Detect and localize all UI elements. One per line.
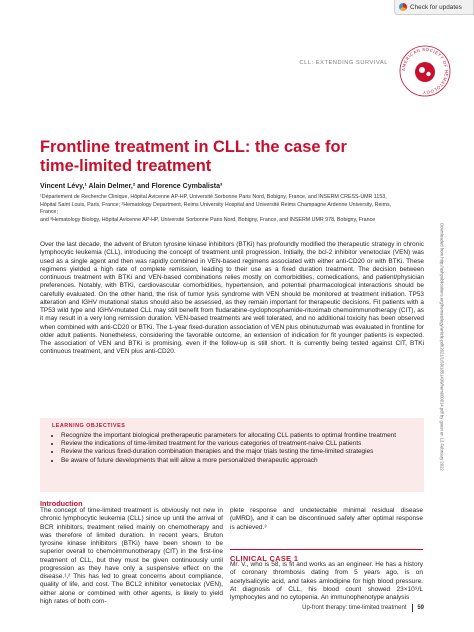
download-side-text: Downloaded from http://ashpublications.org/hematology/article-pdf/2021/1/59/1851439/hem000014.pdf by guest on 12 February 2022 (439, 223, 445, 471)
page-number: 59 (417, 605, 424, 611)
ash-seal-icon (398, 44, 452, 98)
check-for-updates-button[interactable] (394, 0, 474, 15)
ash-logo (398, 44, 452, 98)
section-label: CLL: EXTENDING SURVIVAL (299, 60, 388, 66)
affiliations (40, 194, 400, 224)
affiliation-line: ¹Département de Recherche Clinique, Hôpital Avicenne AP-HP, Université Sorbonne Paris Nord, Bobigny, France, and INSERM CRESS-UMR 1153, (40, 194, 387, 200)
ash-ring-text: AMERICAN SOCIETY OF HEMATOLOGY (400, 46, 450, 96)
affiliation-line: and ³Hematology Biology, Hôpital Avicenne AP-HP, Université Sorbonne Paris Nord, Bobigny, France, and INSERM UMR 978, Bobigny, France (40, 216, 376, 223)
clinical-case-text: Mr. V., who is 58, is fit and works as an engineer. He has a history of coronary thrombosis dating from 5 years ago, is on acetylsalicylic acid, and takes amlodipine for high blood pressure. At diagnosis of CLL, his blood count showed 23×10⁹/L lymphocytes and no cytopenia. An immunophenotype analysis (230, 561, 423, 601)
learning-objectives-heading: LEARNING OBJECTIVES (52, 423, 126, 429)
objective-item: • Review the indications of time-limited treatment for the various categories of treatment-naive CLL patients (61, 440, 414, 448)
right-column-continuation: plete response and undetectable minimal residual disease (uMRD), and it can be discontinued safely after optimal response is achieved.³ (230, 507, 423, 531)
running-title: Up-front therapy: time-limited treatment (302, 605, 407, 611)
learning-objectives-list (52, 432, 414, 465)
crossmark-icon (399, 3, 407, 11)
objective-item: • Review the various fixed-duration combination therapies and the major trials testing the time-limited strategies (61, 448, 414, 456)
objective-item: • Be aware of future developments that will allow a more personalized therapeutic approach (61, 457, 414, 465)
objective-item: • Recognize the important biological pretherapeutic parameters for allocating CLL patients to optimal frontline treatment (61, 432, 414, 440)
page-footer (302, 604, 424, 612)
footer-divider (412, 604, 413, 612)
introduction-heading: Introduction (40, 499, 83, 508)
article-title: Frontline treatment in CLL: the case for time-limited treatment (40, 138, 347, 175)
download-side-note (437, 182, 447, 512)
clinical-case-heading: CLINICAL CASE 1 (230, 549, 423, 563)
learning-objectives-box (40, 418, 424, 492)
abstract: Over the last decade, the advent of Bruton tyrosine kinase inhibitors (BTKi) has profoundly modified the therapeutic strategy in chronic lymphocytic leukemia (CLL), introducing the concept of treatment until progression. Initially, the bcl-2 inhibitor venetoclax (VEN) was used as a single agent and then was rapidly combined in VEN-based regimens associated with either anti-CD20 or with BTKi. These regimens yielded a high rate of complete remission, leading to their use as a fixed duration treatment. The decision between continuous treatment with BTKi and VEN-based combinations relies mostly on comorbidities, comedications, and patient/physician preferences. Notably, with BTKi, cardiovascular comorbidities, hypertension, and potential pharmacological interactions should be carefully evaluated. On the other hand, the risk of tumor lysis syndrome with VEN should be monitored at treatment initiation. TP53 alteration and IGHV mutational status should also be assessed, as they remain important for therapeutic decisions. Fit patients with a TP53 wild type and IGHV-mutated CLL may still benefit from fludarabine-cyclophosphamide-rituximab chemoimmunotherapy (CIT), as it may result in a very long remission duration. VEN-based treatments are well tolerated, and no additional toxicity has been observed when combined with anti-CD20 or BTKi. The 1-year fixed-duration association of VEN plus obinutuzumab was evaluated in frontline for older adult patients. Nonetheless, considering the favorable outcome, an extension of indication for fit younger patients is expected. The association of VEN and BTKi is promising, even if the follow-up is still short. It is currently being tested against CIT, BTKi continuous treatment, and VEN plus anti-CD20. (40, 241, 424, 356)
check-for-updates-label: Check for updates (410, 3, 462, 11)
authors: Vincent Lévy,¹ Alain Delmer,² and Florence Cymbalista³ (40, 183, 223, 190)
introduction-text: The concept of time-limited treatment is obviously not new in chronic lymphocytic leukemia (CLL) since up until the arrival of BCR inhibitors, treatment relied mainly on chemotherapy and was therefore of limited duration. In recent years, Bruton tyrosine kinase inhibitors (BTKi) have been shown to be superior overall to chemoimmunotherapy (CIT) in the first-line treatment of CLL, but they must be given continuously until progression as they have only a suspensive effect on the disease.¹,² This has led to great concerns about compliance, quality of life, and cost. The BCL2 inhibitor venetoclax (VEN), either alone or combined with other agents, is likely to yield high rates of both com- (40, 507, 223, 605)
affiliation-line: Hôpital Saint Louis, Paris, France; ²Hematology Department, Reims University Hospital and Université Reims Champagne Ardenne University, Reims, France; (40, 201, 392, 216)
